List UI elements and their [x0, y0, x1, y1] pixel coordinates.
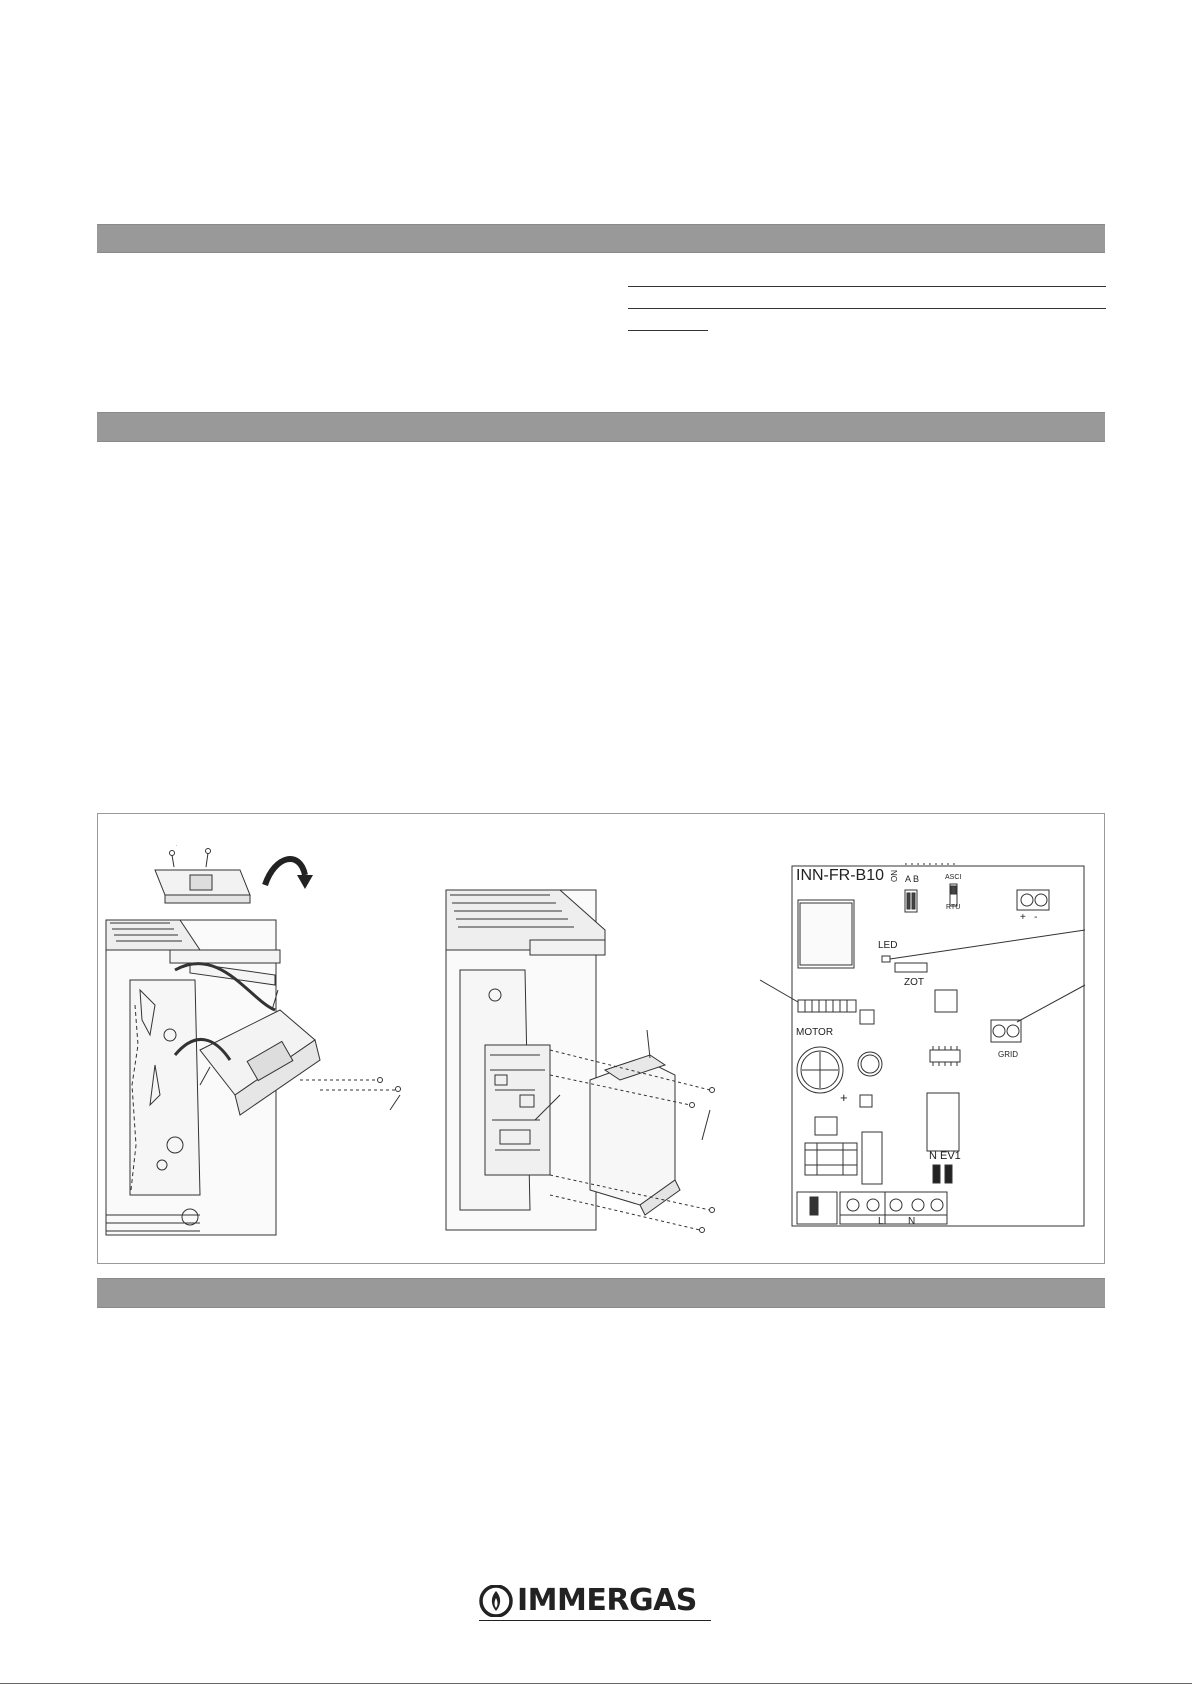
pcb-label-grid: GRID: [998, 1050, 1018, 1059]
pcb-label-plus-sign: +: [840, 1090, 848, 1105]
logo-wordmark: IMMERGAS: [517, 1583, 697, 1618]
immergas-logo: [479, 1585, 711, 1623]
section-header-bar-1: [97, 224, 1105, 253]
logo-underline: [479, 1620, 711, 1621]
form-rule-2: [628, 308, 1106, 309]
form-rule-1: [628, 286, 1106, 287]
section-header-bar-3: [97, 1278, 1105, 1308]
pcb-label-zot: ZOT: [904, 977, 924, 988]
pcb-label-rtu: RTU: [946, 904, 961, 911]
pcb-label-n-ev1: N EV1: [929, 1150, 961, 1162]
immergas-flame-icon: [479, 1585, 513, 1617]
pcb-label-asci: ASCI: [945, 874, 962, 881]
pcb-label-l: L: [878, 1216, 884, 1227]
pcb-label-on: ON: [890, 870, 899, 882]
pcb-label-n: N: [908, 1216, 916, 1227]
pcb-label-ab: A B: [905, 874, 920, 884]
section-header-bar-2: [97, 412, 1105, 442]
pcb-label-motor: MOTOR: [796, 1027, 834, 1038]
pcb-title: INN-FR-B10: [796, 867, 885, 884]
form-rule-3: [628, 330, 708, 331]
board-cover-illustration: [440, 880, 750, 1240]
pcb-label-led: LED: [878, 940, 898, 951]
pcb-label-plus-minus: + -: [1020, 912, 1038, 923]
pcb-layout-diagram: [755, 860, 1100, 1230]
page-footer-rule: [0, 1683, 1192, 1684]
panel-removal-illustration: [100, 845, 430, 1240]
